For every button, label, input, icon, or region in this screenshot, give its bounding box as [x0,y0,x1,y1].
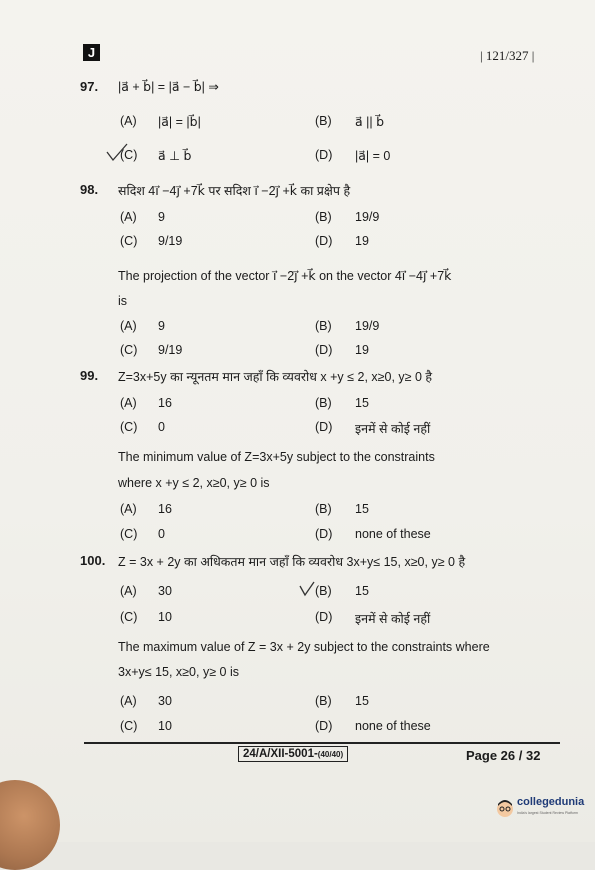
footer-rule [84,742,560,744]
option-text: 9/19 [158,343,183,357]
option-label: (D) [315,148,333,162]
option-label: (A) [120,114,137,128]
option-label: (A) [120,396,137,410]
option-text: a⃗ || b⃗ [355,115,385,129]
option-label: (A) [120,694,137,708]
question-text-english: The minimum value of Z=3x+5y subject to the constraints [118,450,435,464]
option-text: 16 [158,502,172,516]
option-text: 0 [158,420,165,434]
option-label: (D) [315,527,333,541]
watermark-logo [496,797,584,819]
option-text: 0 [158,527,165,541]
paper-code [238,746,348,762]
question-number: 99. [80,368,99,383]
option-label: (A) [120,319,137,333]
option-label: (A) [120,584,137,598]
option-text: 15 [355,694,369,708]
question-number: 97. [80,79,99,94]
question-text-hindi: Z = 3x + 2y का अधिकतम मान जहाँ कि व्यवरोध 3x+y≤ 15, x≥0, y≥ 0 है [118,555,466,569]
question-number: 98. [80,182,99,197]
option-label: (B) [315,396,332,410]
option-text: none of these [355,527,431,541]
option-label: (D) [315,420,333,434]
option-text: 9/19 [158,234,183,248]
option-text: 30 [158,584,172,598]
option-label: (C) [120,719,138,733]
watermark-tagline: India's largest Student Review Platform [517,811,578,815]
option-label: (B) [315,502,332,516]
option-text: 10 [158,719,172,733]
page-ref: | 121/327 | [480,48,535,63]
set-label: J [83,44,100,61]
question-text: |a⃗ + b⃗| = |a⃗ − b⃗| ⇒ [118,80,219,94]
option-text: 30 [158,694,172,708]
option-text: 10 [158,610,172,624]
tick-mark-icon [105,142,129,164]
option-text: 19 [355,343,369,357]
page-number: Page 26 / 32 [466,748,541,763]
option-text: 16 [158,396,172,410]
question-number: 100. [80,553,106,568]
mascot-icon [496,798,514,818]
question-text-english-cont: is [118,294,128,308]
option-label: (D) [315,719,333,733]
question-text-hindi: Z=3x+5y का न्यूनतम मान जहाँ कि व्यवरोध x +y ≤ 2, x≥0, y≥ 0 है [118,370,433,384]
option-label: (C) [120,343,138,357]
option-text: 15 [355,584,369,598]
option-text: 19/9 [355,319,380,333]
question-text-english: The maximum value of Z = 3x + 2y subject to the constraints where [118,640,490,654]
option-label: (D) [315,234,333,248]
option-text: none of these [355,719,431,733]
question-text-english-cont: 3x+y≤ 15, x≥0, y≥ 0 is [118,665,239,679]
option-label: (A) [120,210,137,224]
watermark-brand-name: collegedunia [517,796,585,808]
option-label: (C) [120,527,138,541]
option-text: 19 [355,234,369,248]
question-text-hindi: सदिश 4i⃗ −4j⃗ +7k⃗ पर सदिश i⃗ −2j⃗ +k⃗ का प्रक्षेप है [118,184,351,198]
option-text: इनमें से कोई नहीं [355,612,431,626]
paper-code-main: 24/A/XII-5001- [243,748,318,760]
option-label: (C) [120,234,138,248]
option-label: (B) [315,584,332,598]
option-label: (C) [120,148,138,162]
option-text: |a⃗| = 0 [355,149,391,163]
thumb-shadow [0,780,60,870]
question-text-english: The projection of the vector i⃗ −2j⃗ +k⃗ on the vector 4i⃗ −4j⃗ +7k⃗ [118,269,452,283]
option-text: 19/9 [355,210,380,224]
option-label: (B) [315,694,332,708]
option-text: 9 [158,210,165,224]
option-text: 9 [158,319,165,333]
option-label: (D) [315,343,333,357]
option-label: (B) [315,114,332,128]
tick-mark-icon [298,580,316,598]
option-label: (C) [120,610,138,624]
paper-code-suffix: (40/40) [317,750,344,759]
option-label: (B) [315,319,332,333]
option-text: |a⃗| = |b⃗| [158,115,201,129]
option-text: 15 [355,396,369,410]
watermark-brand [517,797,584,819]
option-label: (D) [315,610,333,624]
option-label: (A) [120,502,137,516]
question-text-english-cont: where x +y ≤ 2, x≥0, y≥ 0 is [118,476,270,490]
option-label: (B) [315,210,332,224]
option-text: इनमें से कोई नहीं [355,422,431,436]
option-text: a⃗ ⊥ b⃗ [158,149,192,163]
option-text: 15 [355,502,369,516]
option-label: (C) [120,420,138,434]
